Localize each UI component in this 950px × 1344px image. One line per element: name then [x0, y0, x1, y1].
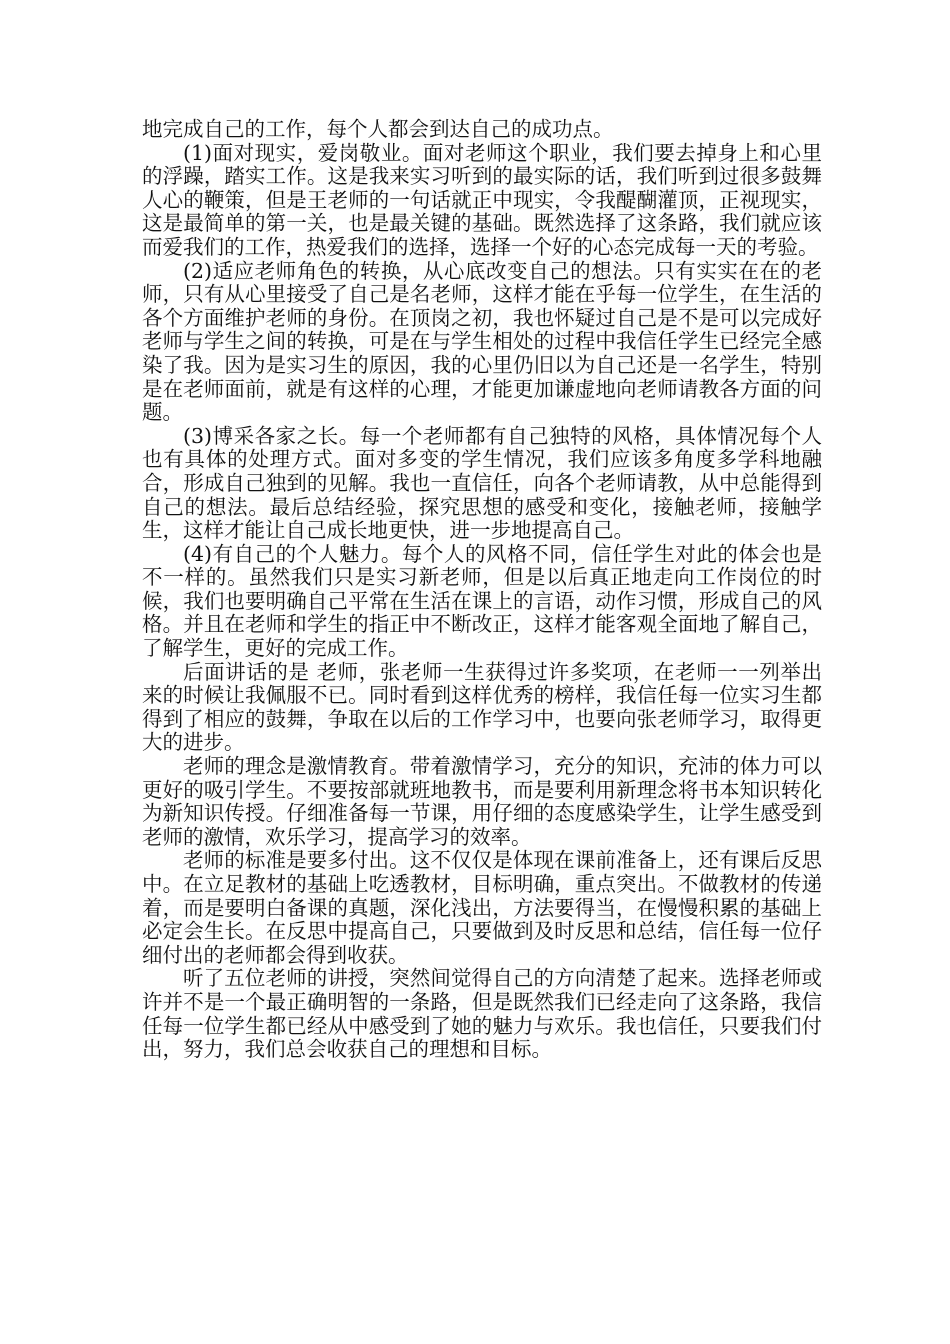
- paragraph-give-more: 老师的标准是要多付出。这不仅仅是体现在课前准备上，还有课后反思中。在立足教材的基础上吃透教材，目标明确，重点突出。不做教材的传递着，而是要明白备课的真题，深化浅出，方法要得当，在慢慢积累的基础上必定会生长。在反思中提高自己，只要做到及时反思和总结，信任每一位仔细付出的老师都会得到收获。: [142, 848, 822, 967]
- document-body: [142, 118, 822, 1062]
- paragraph-point-1: (1)面对现实，爱岗敬业。面对老师这个职业，我们要去掉身上和心里的浮躁，踏实工作。这是我来实习听到的最实际的话，我们听到过很多鼓舞人心的鞭策，但是王老师的一句话就正中现实，令我醍醐灌顶，正视现实，这是最简单的第一关，也是最关键的基础。既然选择了这条路，我们就应该而爱我们的工作，热爱我们的选择，选择一个好的心态完成每一天的考验。: [142, 140, 822, 259]
- paragraph-conclusion: 听了五位老师的讲授，突然间觉得自己的方向清楚了起来。选择老师或许并不是一个最正确明智的一条路，但是既然我们已经走向了这条路，我信任每一位学生都已经从中感受到了她的魅力与欢乐。我也信任，只要我们付出，努力，我们总会收获自己的理想和目标。: [142, 966, 822, 1062]
- paragraph-continuation: 地完成自己的工作，每个人都会到达自己的成功点。: [142, 117, 614, 141]
- paragraph-passion-education: 老师的理念是激情教育。带着激情学习，充分的知识，充沛的体力可以更好的吸引学生。不要按部就班地教书，而是要利用新理念将书本知识转化为新知识传授。仔细准备每一节课，用仔细的态度感染学生，让学生感受到老师的激情，欢乐学习，提高学习的效率。: [142, 754, 822, 849]
- paragraph-point-4: (4)有自己的个人魅力。每个人的风格不同，信任学生对此的体会也是不一样的。虽然我们只是实习新老师，但是以后真正地走向工作岗位的时候，我们也要明确自己平常在生活在课上的言语，动作习惯，形成自己的风格。并且在老师和学生的指正中不断改正，这样才能客观全面地了解自己，了解学生，更好的完成工作。: [142, 541, 822, 661]
- paragraph-point-3: (3)博采各家之长。每一个老师都有自己独特的风格，具体情况每个人也有具体的处理方式。面对多变的学生情况，我们应该多角度多学科地融合，形成自己独到的见解。我也一直信任，向各个老师请教，从中总能得到自己的想法。最后总结经验，探究思想的感受和变化，接触老师，接触学生，这样才能让自己成长地更快，进一步地提高自己。: [142, 423, 822, 543]
- paragraph-point-2: (2)适应老师角色的转换，从心底改变自己的想法。只有实实在在的老师，只有从心里接受了自己是名老师，这样才能在乎每一位学生，在生活的各个方面维护老师的身份。在顶岗之初，我也怀疑过自己是不是可以完成好老师与学生之间的转换，可是在与学生相处的过程中我信任学生已经完全感染了我。因为是实习生的原因，我的心里仍旧以为自己还是一名学生，特别是在老师面前，就是有这样的心理，才能更加谦虚地向老师请教各方面的问题。: [142, 258, 822, 425]
- paragraph-speaker-zhang: 后面讲话的是 老师，张老师一生获得过许多奖项，在老师一一列举出来的时候让我佩服不已。同时看到这样优秀的榜样，我信任每一位实习生都得到了相应的鼓舞，争取在以后的工作学习中，也要向张老师学习，取得更大的进步。: [142, 659, 822, 755]
